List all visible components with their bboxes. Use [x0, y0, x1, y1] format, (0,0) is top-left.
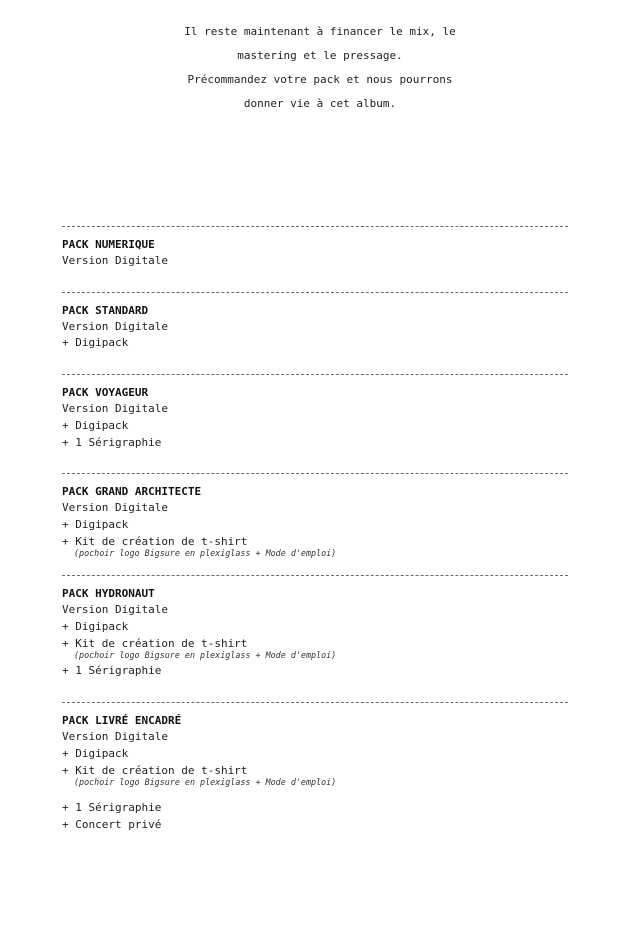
pack-item-kit-tshirt: + Kit de création de t-shirt [62, 763, 248, 777]
intro-line: Il reste maintenant à financer le mix, le [184, 25, 456, 38]
intro-line: Précommandez votre pack et nous pourrons [187, 73, 453, 86]
dashed-divider [62, 374, 568, 375]
pack-item-digipack: + Digipack [62, 517, 129, 531]
dashed-divider [62, 226, 568, 227]
pack-item-digipack: + Digipack [62, 746, 129, 760]
pack-item-version-digitale: Version Digitale [62, 254, 168, 267]
pack-title: PACK STANDARD [62, 303, 149, 317]
intro-line: mastering et le pressage. [237, 49, 403, 62]
dashed-divider [62, 473, 568, 474]
pack-item-serigraphie: + 1 Sérigraphie [62, 435, 162, 449]
pack-hydronaut [62, 575, 568, 702]
pack-item-version-digitale: Version Digitale [62, 402, 168, 416]
pack-grand-architecte [62, 473, 568, 575]
pack-title: PACK NUMERIQUE [62, 238, 155, 251]
pack-item-version-digitale: Version Digitale [62, 501, 168, 515]
pack-list [62, 226, 568, 834]
pack-item-digipack: + Digipack [62, 620, 129, 634]
pack-standard [62, 292, 568, 374]
pack-title: PACK GRAND ARCHITECTE [62, 485, 202, 499]
pack-item-version-digitale: Version Digitale [62, 603, 168, 617]
pack-numerique [62, 226, 568, 292]
dashed-divider [62, 292, 568, 293]
pack-livre-encadre [62, 702, 568, 834]
pack-item-kit-note: (pochoir logo Bigsure en plexiglass + Mode d'emploi) [74, 650, 337, 661]
pack-item-kit-tshirt: + Kit de création de t-shirt [62, 636, 248, 650]
dashed-divider [62, 702, 568, 703]
pack-item-kit-tshirt: + Kit de création de t-shirt [62, 534, 248, 548]
pack-item-digipack: + Digipack [62, 336, 129, 350]
pack-item-concert-prive: + Concert privé [62, 817, 162, 831]
pack-title: PACK VOYAGEUR [62, 386, 149, 400]
pack-title: PACK LIVRÉ ENCADRÉ [62, 714, 182, 728]
pack-item-kit-note: (pochoir logo Bigsure en plexiglass + Mode d'emploi) [74, 548, 337, 559]
pack-item-digipack: + Digipack [62, 418, 129, 432]
pack-item-version-digitale: Version Digitale [62, 730, 168, 744]
pack-title: PACK HYDRONAUT [62, 587, 155, 601]
pack-voyageur [62, 374, 568, 473]
pack-item-serigraphie: + 1 Sérigraphie [62, 664, 162, 678]
pack-item-serigraphie: + 1 Sérigraphie [62, 801, 162, 815]
pack-item-kit-note: (pochoir logo Bigsure en plexiglass + Mode d'emploi) [74, 777, 337, 788]
intro-line: donner vie à cet album. [243, 97, 397, 110]
pack-item-version-digitale: Version Digitale [62, 319, 168, 333]
dashed-divider [62, 575, 568, 576]
intro-text [0, 20, 640, 116]
